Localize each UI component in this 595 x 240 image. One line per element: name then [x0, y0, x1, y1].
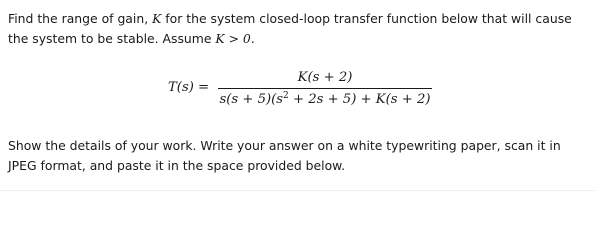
- denominator-exponent: 2: [283, 91, 289, 101]
- problem-text-end: .: [250, 31, 255, 46]
- denominator-part-1: s(s + 5)(s: [219, 92, 284, 107]
- gain-symbol: K: [152, 11, 162, 26]
- equation-numerator: K(s + 2): [297, 70, 353, 85]
- equation-denominator: [218, 89, 432, 109]
- bottom-divider: [0, 190, 595, 191]
- equation-fraction: [218, 68, 432, 109]
- problem-text-start: Find the range of gain,: [8, 11, 153, 26]
- gain-condition: K > 0: [215, 31, 251, 46]
- instructions-text: Show the details of your work. Write your answer on a white typewriting paper, scan it in JPEG format, and paste it in the space provided below.: [8, 138, 561, 173]
- denominator-part-2: + 2s + 5) + K(s + 2): [288, 92, 431, 107]
- problem-text-middle: for the system closed-loop transfer function below that will cause the system to be stable. Assume: [8, 11, 572, 46]
- equation-lhs: T(s) =: [168, 80, 210, 95]
- problem-statement: [8, 9, 590, 49]
